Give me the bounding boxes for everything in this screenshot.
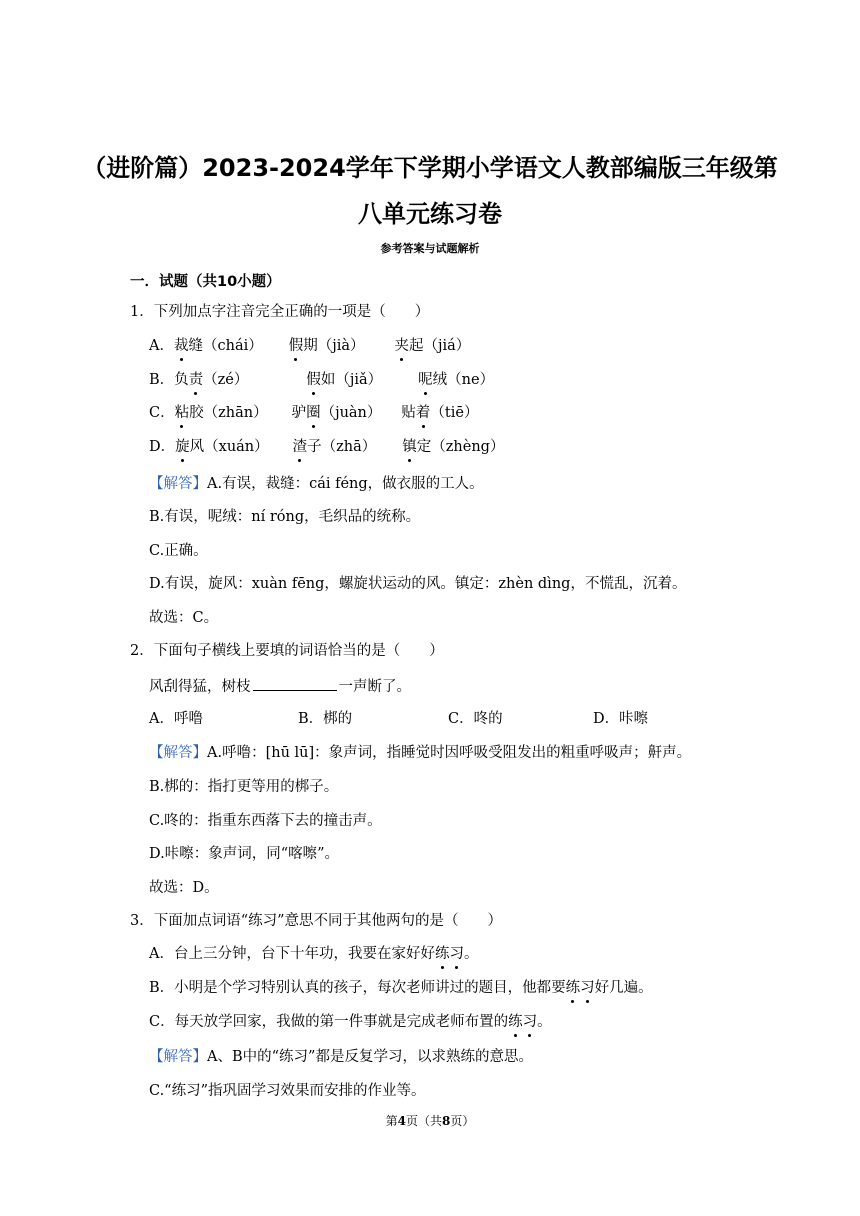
dotted-char: 呢 xyxy=(418,372,433,388)
option-text: 贴 xyxy=(401,405,416,421)
dotted-char: 习 xyxy=(522,1014,538,1030)
option-text: 好几遍。 xyxy=(594,980,653,996)
dotted-char: 练 xyxy=(565,980,581,996)
dotted-char: 渣 xyxy=(292,439,308,455)
q3-option-a xyxy=(149,944,478,964)
q1-option-b xyxy=(149,370,494,390)
dotted-char: 习 xyxy=(449,946,464,962)
q1-choice: 故选：C。 xyxy=(149,610,219,626)
sentence-text: 风刮得猛，树枝 xyxy=(149,679,251,695)
dotted-char: 夹 xyxy=(394,338,410,354)
q2-option-b: B．梆的 xyxy=(298,711,353,727)
q2-choice: 故选：D。 xyxy=(149,880,219,896)
option-text: 绒（ne） xyxy=(432,372,495,388)
answer-text: A.有误，裁缝：cái féng，做衣服的工人。 xyxy=(207,476,484,492)
q1-option-c xyxy=(149,403,478,423)
option-text: （juàn） xyxy=(320,405,382,421)
option-label: D． xyxy=(149,439,176,455)
q2-answer-line2: B.梆的：指打更等用的梆子。 xyxy=(149,779,339,795)
footer-text: 页（共 xyxy=(405,1114,442,1128)
page-footer xyxy=(0,1112,860,1129)
q2-option-a: A．呼噜 xyxy=(149,711,203,727)
dotted-char: 裁 xyxy=(173,338,189,354)
option-text: C．每天放学回家，我做的第一件事就是完成老师布置的 xyxy=(149,1014,509,1030)
q1-answer-line4: D.有误，旋风：xuàn fēng，螺旋状运动的风。镇定：zhèn dìng，不慌乱，沉着。 xyxy=(149,576,687,592)
footer-text: 页） xyxy=(450,1114,475,1128)
q2-stem: 2．下面句子横线上要填的词语恰当的是（ ） xyxy=(130,643,444,659)
q3-stem: 3．下面加点词语“练习”意思不同于其他两句的是（ ） xyxy=(130,913,503,929)
q2-option-c: C．咚的 xyxy=(448,711,503,727)
option-text: 起（jiá） xyxy=(409,338,471,354)
q1-option-a xyxy=(149,336,470,356)
option-text: 驴 xyxy=(291,405,307,421)
option-text: （zé） xyxy=(203,372,249,388)
option-text: 胶（zhān） xyxy=(189,405,268,421)
answer-text: A.呼噜：[hū lū]：象声词，指睡觉时因呼吸受阻发出的粗重呼吸声；鼾声。 xyxy=(207,745,692,761)
option-text: 。 xyxy=(537,1014,552,1030)
q1-answer-line3: C.正确。 xyxy=(149,543,208,559)
dotted-char: 练 xyxy=(508,1014,523,1030)
dotted-char: 圈 xyxy=(306,405,321,421)
sentence-text: 一声断了。 xyxy=(338,679,411,695)
current-page-number: 4 xyxy=(397,1114,406,1128)
q1-answer-line2: B.有误，呢绒：ní róng，毛织品的统称。 xyxy=(149,509,421,525)
option-label: A． xyxy=(149,338,174,354)
dotted-char: 习 xyxy=(580,980,595,996)
option-text: B．小明是个学习特别认真的孩子，每次老师讲过的题目，他都要 xyxy=(149,980,566,996)
q1-stem: 1．下列加点字注音完全正确的一项是（ ） xyxy=(130,304,430,320)
option-text: 如（jiǎ） xyxy=(320,372,383,388)
q2-answer-line4: D.咔嚓：象声词，同“喀嚓”。 xyxy=(149,846,340,862)
q3-answer-line2: C.“练习”指巩固学习效果而安排的作业等。 xyxy=(149,1083,426,1099)
q3-answer-line1 xyxy=(149,1047,533,1067)
dotted-char: 假 xyxy=(288,338,304,354)
option-label: B． xyxy=(149,372,175,388)
option-text: 子（zhā） xyxy=(307,439,377,455)
answer-tag: 【解答】 xyxy=(149,1049,207,1065)
answer-tag: 【解答】 xyxy=(149,745,207,761)
dotted-char: 着 xyxy=(415,405,431,421)
page-title-line2: 八单元练习卷 xyxy=(358,200,502,228)
q2-sentence xyxy=(149,676,411,697)
option-label: C． xyxy=(149,405,175,421)
page-title-line1: （进阶篇）2023-2024学年下学期小学语文人教部编版三年级第 xyxy=(82,154,778,182)
option-text: 缝（chái） xyxy=(188,338,263,354)
q1-answer-line1 xyxy=(149,474,484,494)
q2-option-d: D．咔嚓 xyxy=(593,711,649,727)
option-text: 负 xyxy=(174,372,189,388)
dotted-char: 粘 xyxy=(174,405,190,421)
dotted-char: 旋 xyxy=(175,439,190,455)
dotted-char: 练 xyxy=(434,946,450,962)
option-text: A．台上三分钟，台下十年功，我要在家好好 xyxy=(149,946,435,962)
q3-option-c xyxy=(149,1012,552,1032)
footer-text: 第 xyxy=(385,1114,398,1128)
q1-option-d xyxy=(149,437,504,457)
option-text: （tiē） xyxy=(430,405,479,421)
option-text: 定（zhèng） xyxy=(416,439,505,455)
section-heading: 一．试题（共10小题） xyxy=(130,274,281,290)
page-subtitle: 参考答案与试题解析 xyxy=(380,242,480,255)
fill-blank xyxy=(253,676,337,691)
dotted-char: 镇 xyxy=(402,439,417,455)
option-text: 期（jià） xyxy=(303,338,365,354)
answer-tag: 【解答】 xyxy=(149,476,207,492)
option-text: 。 xyxy=(463,946,479,962)
total-page-number: 8 xyxy=(442,1114,451,1128)
dotted-char: 责 xyxy=(188,372,204,388)
option-text: 风（xuán） xyxy=(189,439,269,455)
q2-answer-line1 xyxy=(149,743,691,763)
q3-option-b xyxy=(149,978,653,998)
answer-text: A、B中的“练习”都是反复学习，以求熟练的意思。 xyxy=(207,1049,533,1065)
dotted-char: 假 xyxy=(306,372,321,388)
q2-answer-line3: C.咚的：指重东西落下去的撞击声。 xyxy=(149,813,382,829)
